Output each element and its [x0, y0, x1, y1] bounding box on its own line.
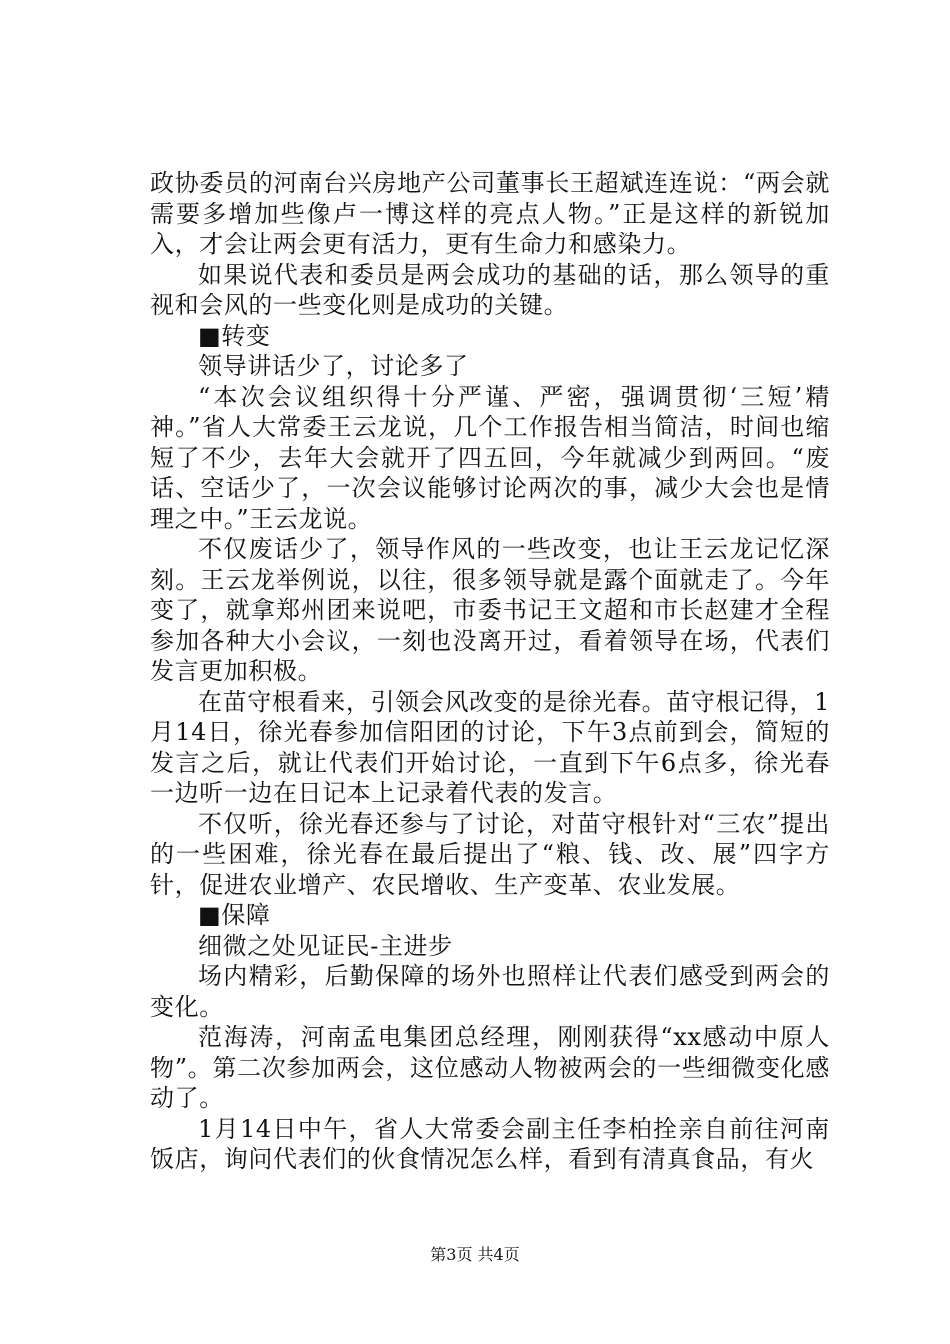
paragraph-9: 1月14日中午，省人大常委会副主任李柏拴亲自前往河南饭店，询问代表们的伙食情况怎么样，看到有清真食品，有火	[150, 1114, 830, 1173]
paragraph-8: 范海涛，河南孟电集团总经理，刚刚获得“xx感动中原人物”。第二次参加两会，这位感动人物被两会的一些细微变化感动了。	[150, 1023, 830, 1112]
subheading-details: 细微之处见证民-主进步	[198, 931, 453, 960]
subheading-less-speech: 领导讲话少了，讨论多了	[198, 352, 469, 380]
paragraph-5: 在苗守根看来，引领会风改变的是徐光春。苗守根记得，1月14日，徐光春参加信阳团的讨论，下午3点前到会，简短的发言之后，就让代表们开始讨论，一直到下午6点多，徐光春一边听一边在日记本上记录着代表的发言。	[150, 687, 830, 807]
section-heading-guarantee: ■保障	[198, 901, 271, 929]
page-number-footer: 第3页 共4页	[430, 1245, 520, 1264]
paragraph-1: 政协委员的河南台兴房地产公司董事长王超斌连连说：“两会就需要多增加些像卢一博这样的亮点人物。”正是这样的新锐加入，才会让两会更有活力，更有生命力和感染力。	[150, 169, 830, 258]
section-heading-transformation: ■转变	[198, 321, 271, 350]
paragraph-7: 场内精彩，后勤保障的场外也照样让代表们感受到两会的变化。	[150, 962, 830, 1021]
paragraph-3: “本次会议组织得十分严谨、严密，强调贯彻‘三短’精神。”省人大常委王云龙说，几个工作报告相当简洁，时间也缩短了不少，去年大会就开了四五回，今年就减少到两回。“废话、空话少了，一次会议能够讨论两次的事，减少大会也是情理之中。”王云龙说。	[150, 382, 830, 533]
paragraph-2: 如果说代表和委员是两会成功的基础的话，那么领导的重视和会风的一些变化则是成功的关键。	[150, 260, 830, 319]
paragraph-4: 不仅废话少了，领导作风的一些改变，也让王云龙记忆深刻。王云龙举例说，以往，很多领导就是露个面就走了。今年变了，就拿郑州团来说吧，市委书记王文超和市长赵建才全程参加各种大小会议，一刻也没离开过，看着领导在场，代表们发言更加积极。	[150, 535, 830, 685]
paragraph-6: 不仅听，徐光春还参与了讨论，对苗守根针对“三农”提出的一些困难，徐光春在最后提出了“粮、钱、改、展”四字方针，促进农业增产、农民增收、生产变革、农业发展。	[150, 809, 830, 899]
document-body	[150, 168, 830, 1175]
